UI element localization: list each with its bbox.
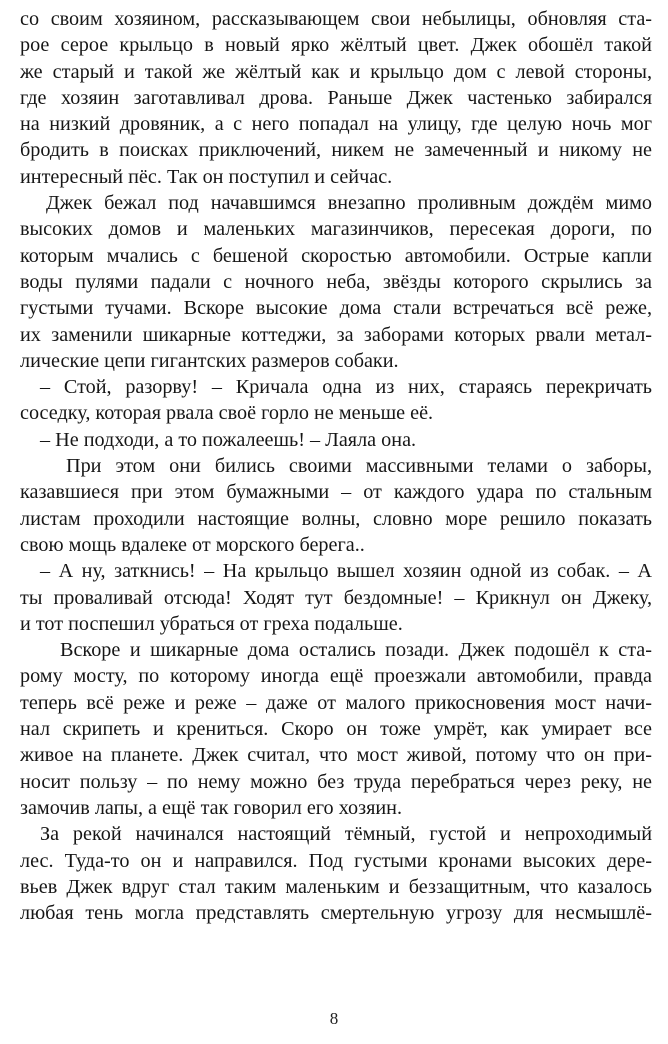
text-line: и тот поспешил убраться от греха подальше. — [20, 612, 403, 635]
text-line: же старый и такой же жёлтый как и крыльцо дом с левой стороны, — [20, 60, 652, 83]
text-line: любая тень могла представлять смертельную угрозу для несмышлё- — [20, 902, 652, 925]
text-line: густыми тучами. Вскоре высокие дома стали встречаться всё реже, — [20, 297, 652, 320]
text-line: ты проваливай отсюда! Ходят тут бездомные! – Крикнул он Джеку, — [20, 586, 652, 609]
text-line: казавшиеся при этом бумажными – от каждого удара по стальным — [20, 481, 652, 504]
page-number: 8 — [329, 1009, 339, 1028]
text-line: бродить в поисках приключений, никем не замеченный и никому не — [20, 139, 652, 162]
text-line: рому мосту, по которому иногда ещё проезжали автомобили, правда — [20, 665, 652, 688]
text-line: со своим хозяином, рассказывающем свои небылицы, обновляя ста- — [20, 8, 652, 30]
text-line: высоких домов и маленьких магазинчиков, пересекая дороги, по — [20, 218, 652, 241]
text-line: вьев Джек вдруг стал таким маленьким и беззащитным, что казалось — [20, 875, 652, 898]
text-line: лические цепи гигантских размеров собаки. — [20, 349, 399, 372]
text-line: свою мощь вдалеке от морского берега.. — [20, 533, 365, 556]
text-line: соседку, которая рвала своё горло не меньше её. — [20, 402, 434, 425]
text-line: Вскоре и шикарные дома остались позади. Джек подошёл к ста- — [60, 639, 652, 662]
text-line: – Стой, разорву! – Кричала одна из них, стараясь перекричать — [40, 376, 652, 399]
text-line: замочив лапы, а ещё так говорил его хозяин. — [20, 796, 403, 819]
text-line: рое серое крыльцо в новый ярко жёлтый цвет. Джек обошёл такой — [20, 34, 652, 57]
text-line: Джек бежал под начавшимся внезапно проливным дождём мимо — [46, 192, 652, 215]
text-line: носит пользу – по нему можно без труда перебраться через реку, не — [20, 770, 652, 793]
text-line: При этом они бились своими массивными телами о заборы, — [66, 455, 652, 478]
text-line: на низкий дровяник, а с него попадал на улицу, где целую ночь мог — [20, 113, 652, 136]
text-line: – А ну, заткнись! – На крыльцо вышел хозяин одной из собак. – А — [40, 560, 652, 583]
text-line: За рекой начинался настоящий тёмный, густой и непроходимый — [40, 823, 652, 846]
text-line: листам проходили настоящие волны, словно море решило показать — [20, 507, 652, 530]
text-line: теперь всё реже и реже – даже от малого прикосновения мост начи- — [20, 691, 652, 714]
text-line: лес. Туда-то он и направился. Под густыми кронами высоких дере- — [20, 849, 652, 872]
text-line: которым мчались с бешеной скоростью автомобили. Острые капли — [20, 244, 652, 267]
text-line: где хозяин заготавливал дрова. Раньше Джек частенько забирался — [20, 86, 652, 109]
text-line: нал скрипеть и крениться. Скоро он тоже умрёт, как умирает все — [20, 718, 652, 741]
book-page-text — [20, 6, 652, 926]
text-line: – Не подходи, а то пожалеешь! – Лаяла она. — [40, 428, 417, 451]
text-line: живое на планете. Джек считал, что мост живой, потому что он при- — [20, 744, 652, 767]
text-line: воды пулями падали с ночного неба, звёзды которого скрылись за — [20, 270, 652, 293]
text-line: их заменили шикарные коттеджи, за заборами которых рвали метал- — [20, 323, 652, 346]
text-line: интересный пёс. Так он поступил и сейчас. — [20, 165, 393, 188]
